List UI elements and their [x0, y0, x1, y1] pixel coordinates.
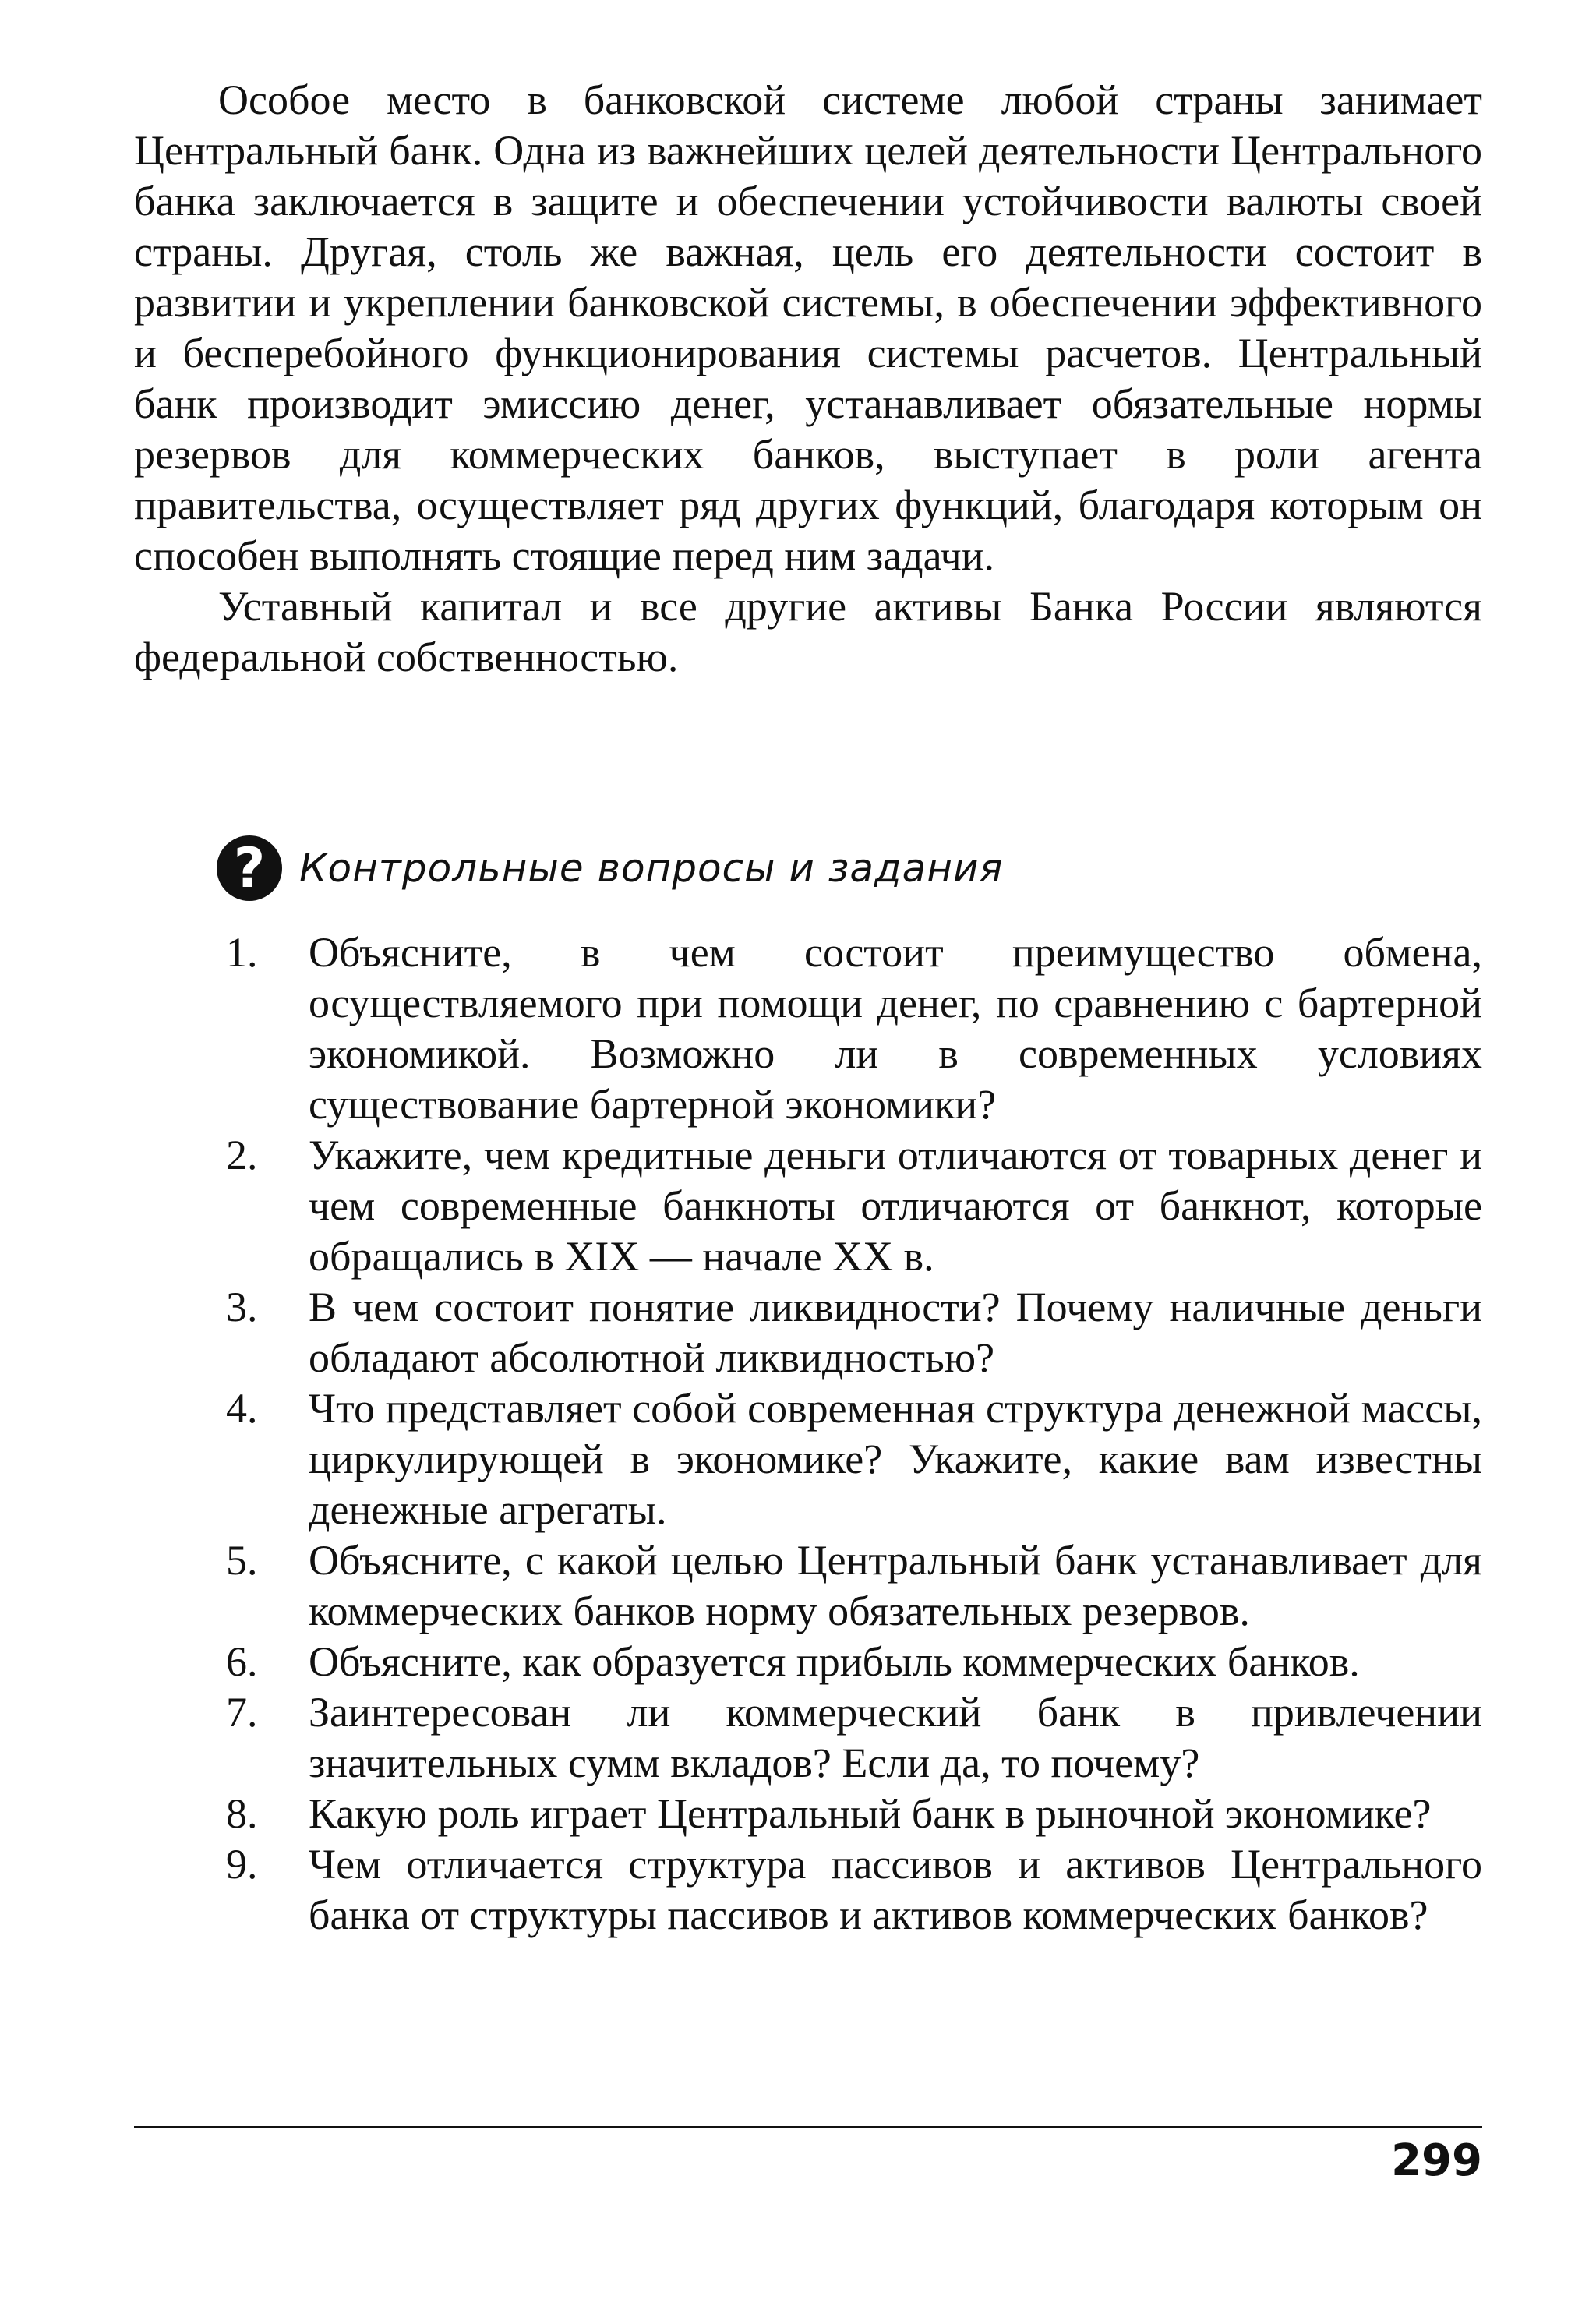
- question-mark-icon: ?: [217, 835, 282, 901]
- list-item: [226, 1383, 1482, 1535]
- body-text: [134, 75, 1482, 683]
- item-number: 9.: [226, 1841, 258, 1888]
- list-item: [226, 1637, 1482, 1687]
- list-item: [226, 1839, 1482, 1941]
- item-number: 3.: [226, 1284, 258, 1330]
- list-item: [226, 1282, 1482, 1383]
- item-number: 7.: [226, 1689, 258, 1736]
- list-item: [226, 1687, 1482, 1789]
- paragraph: Особое место в банковской системе любой страны занимает Центральный банк. Одна из важнейших целей деятельности Центрального банка заключается в защите и обеспечении устойчивости валюты своей страны. Другая, столь же важная, цель его деятельности состоит в развитии и укреплении банковской системы, в обеспечении эффективного и бесперебойного функционирования системы расчетов. Центральный банк производит эмиссию денег, устанавливает обязательные нормы резервов для коммерческих банков, выступает в роли агента правительства, осуществляет ряд других функций, благодаря которым он способен выполнять стоящие перед ним задачи.: [134, 76, 1482, 579]
- item-text: Чем отличается структура пассивов и активов Центрального банка от структуры пассивов и активов коммерческих банков?: [309, 1841, 1482, 1938]
- page-number: 299: [1391, 2135, 1482, 2186]
- item-number: 4.: [226, 1385, 258, 1432]
- item-number: 8.: [226, 1790, 258, 1837]
- item-number: 2.: [226, 1132, 258, 1178]
- paragraph: Уставный капитал и все другие активы Банка России являются федеральной собственностью.: [134, 583, 1482, 680]
- footer-divider: [134, 2126, 1482, 2128]
- item-number: 5.: [226, 1537, 258, 1584]
- item-text: Объясните, с какой целью Центральный банк устанавливает для коммерческих банков норму обязательных резервов.: [309, 1537, 1482, 1634]
- item-text: Какую роль играет Центральный банк в рыночной экономике?: [309, 1790, 1432, 1837]
- list-item: [226, 1130, 1482, 1282]
- item-text: Что представляет собой современная структура денежной массы, циркулирующей в экономике? Укажите, какие вам известны денежные агрегаты.: [309, 1385, 1482, 1533]
- list-item: [226, 927, 1482, 1130]
- questions-heading: [217, 835, 1004, 901]
- item-number: 6.: [226, 1638, 258, 1685]
- item-text: В чем состоит понятие ликвидности? Почему наличные деньги обладают абсолютной ликвидностью?: [309, 1284, 1482, 1381]
- item-text: Объясните, как образуется прибыль коммерческих банков.: [309, 1638, 1360, 1685]
- item-text: Объясните, в чем состоит преимущество обмена, осуществляемого при помощи денег, по сравнению с бартерной экономикой. Возможно ли в современных условиях существование бартерной экономики?: [309, 929, 1482, 1128]
- list-item: [226, 1535, 1482, 1637]
- item-number: 1.: [226, 929, 258, 976]
- item-text: Заинтересован ли коммерческий банк в привлечении значительных сумм вкладов? Если да, то почему?: [309, 1689, 1482, 1786]
- questions-title: Контрольные вопросы и задания: [299, 846, 1004, 891]
- list-item: [226, 1789, 1482, 1839]
- questions-list: [226, 927, 1482, 1941]
- item-text: Укажите, чем кредитные деньги отличаются от товарных денег и чем современные банкноты отличаются от банкнот, которые обращались в XIX — начале XX в.: [309, 1132, 1482, 1280]
